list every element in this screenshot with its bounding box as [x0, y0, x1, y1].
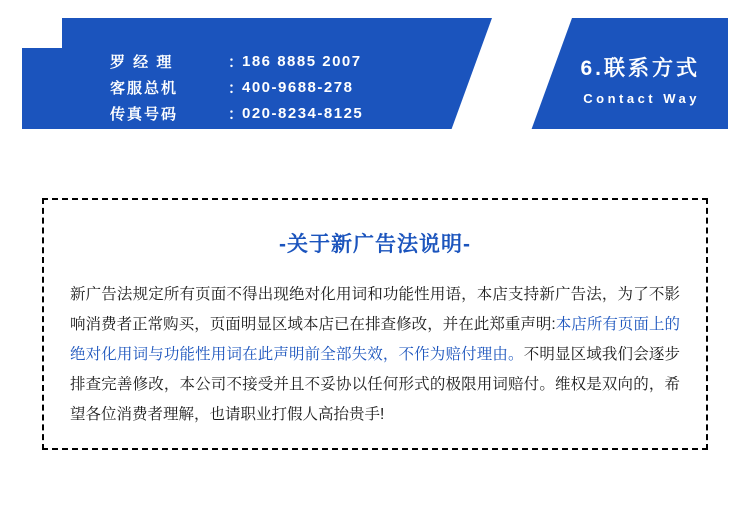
contact-colon: ： [228, 105, 246, 123]
notice-text-highlight: 本店所有页面上的绝对化用词与功能性用词在此声明前全部失效，不作为赔付理由。 [70, 316, 680, 363]
banner-subtitle: Contact Way [583, 91, 700, 106]
banner-heading-group [580, 52, 700, 106]
contact-value: 186 8885 2007 [242, 52, 362, 70]
notice-text-part1: 新广告法规定所有页面不得出现绝对化用词和功能性用语，本店支持新广告法，为了不影响消费者正常购买，页面明显区域本店已在排查修改，并在此郑重声明: [70, 286, 680, 333]
contact-banner [22, 18, 728, 129]
contact-label: 传真号码 [110, 105, 179, 123]
contact-value: 020-8234-8125 [242, 104, 364, 122]
notice-text-part2: 不明显区域我们会逐步排查完善修改，本公司不接受并且不妥协以任何形式的极限用词赔付。维权是双向的，希望各位消费者理解，也请职业打假人高抬贵手! [70, 346, 680, 423]
banner-title: 6.联系方式 [580, 57, 700, 80]
contact-label: 罗 经 理 [110, 53, 174, 71]
contact-label: 客服总机 [110, 79, 179, 97]
contact-row [110, 48, 490, 74]
contact-value: 400-9688-278 [242, 78, 354, 96]
notice-body [70, 280, 680, 430]
contact-colon: ： [228, 79, 246, 97]
contact-row [110, 74, 490, 100]
contact-row [110, 100, 490, 126]
contact-list [110, 48, 490, 126]
advertising-law-notice [42, 198, 708, 450]
notice-title: -关于新广告法说明- [279, 233, 471, 256]
banner-corner-notch [22, 18, 62, 48]
contact-colon: ： [228, 53, 246, 71]
